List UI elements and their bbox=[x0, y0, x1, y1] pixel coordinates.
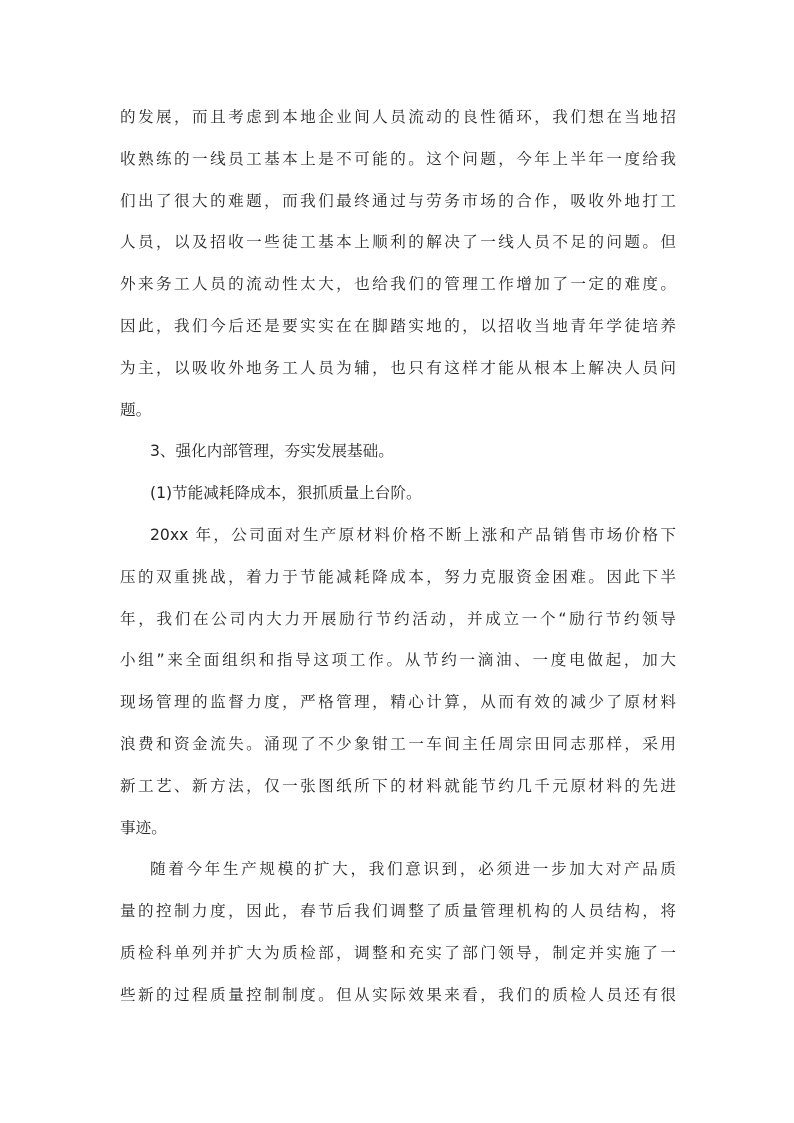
document-body bbox=[120, 97, 676, 1017]
text-line: 量的控制力度，因此，春节后我们调整了质量管理机构的人员结构，将 bbox=[120, 902, 676, 921]
text-line: 现场管理的监督力度，严格管理，精心计算，从而有效的减少了原材料 bbox=[120, 693, 676, 712]
text-line: 收熟练的一线员工基本上是不可能的。这个问题，今年上半年一度给我 bbox=[120, 149, 676, 168]
text-line: 外来务工人员的流动性太大，也给我们的管理工作增加了一定的难度。 bbox=[120, 275, 676, 294]
text-line: 事迹。 bbox=[120, 818, 167, 837]
text-line: 人员，以及招收一些徒工基本上顺利的解决了一线人员不足的问题。但 bbox=[120, 233, 676, 252]
text-line: 随着今年生产规模的扩大，我们意识到，必须进一步加大对产品质 bbox=[150, 860, 676, 879]
text-line: 年，我们在公司内大力开展励行节约活动，并成立一个“励行节约领导 bbox=[120, 609, 676, 628]
text-line: 压的双重挑战，着力于节能减耗降成本，努力克服资金困难。因此下半 bbox=[120, 567, 676, 586]
section-heading: 3、强化内部管理，夯实发展基础。 bbox=[150, 442, 394, 461]
text-line: 20xx 年，公司面对生产原材料价格不断上涨和产品销售市场价格下 bbox=[150, 525, 676, 544]
text-line: 些新的过程质量控制制度。但从实际效果来看，我们的质检人员还有很 bbox=[120, 985, 676, 1004]
text-line: 因此，我们今后还是要实实在在脚踏实地的，以招收当地青年学徒培养 bbox=[120, 316, 676, 335]
text-line: 浪费和资金流失。涌现了不少象钳工一车间主任周宗田同志那样，采用 bbox=[120, 734, 676, 753]
text-line: 的发展，而且考虑到本地企业间人员流动的良性循环，我们想在当地招 bbox=[120, 108, 676, 126]
text-line: 小组”来全面组织和指导这项工作。从节约一滴油、一度电做起，加大 bbox=[120, 651, 676, 670]
subsection-heading: (1)节能减耗降成本，狠抓质量上台阶。 bbox=[150, 484, 422, 503]
text-line: 质检科单列并扩大为质检部，调整和充实了部门领导，制定并实施了一 bbox=[120, 943, 676, 962]
text-line: 们出了很大的难题，而我们最终通过与劳务市场的合作，吸收外地打工 bbox=[120, 191, 676, 210]
text-line: 为主，以吸收外地务工人员为辅，也只有这样才能从根本上解决人员问 bbox=[120, 358, 676, 377]
text-line: 新工艺、新方法，仅一张图纸所下的材料就能节约几千元原材料的先进 bbox=[120, 776, 676, 795]
text-line: 题。 bbox=[120, 400, 152, 419]
